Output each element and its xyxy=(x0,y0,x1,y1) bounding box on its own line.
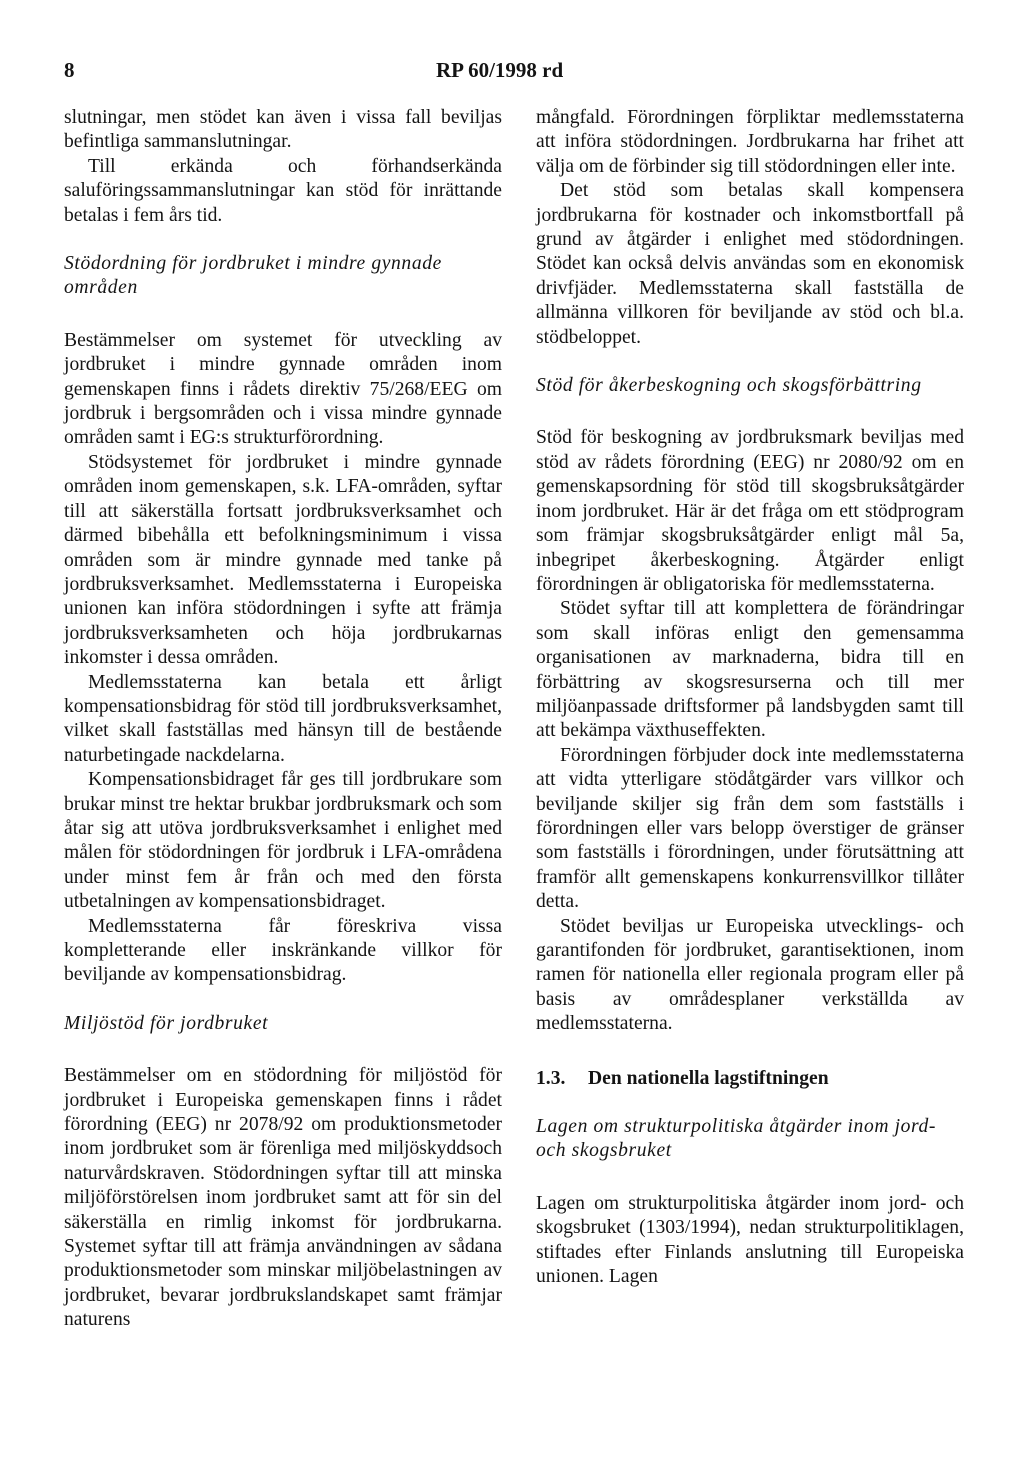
paragraph: mångfald. Förordningen förpliktar medlemsstaterna att införa stödordningen. Jordbrukarna har frihet att välja om de förbinder sig till stödordningen eller inte. xyxy=(536,107,964,177)
paragraph: Stöd för beskogning av jordbruksmark beviljas med stöd av rådets förordning (EEG) nr 2080/92 om en gemenskapsordning för stöd till skogsbruksåtgärder inom jordbruket. Här är det fråga om ett stödprogram som främjar skogsbruksåtgärder enligt mål 5a, inbegripet åkerbeskogning. Åtgärder enligt förordningen är obligatoriska för medlemsstaterna. xyxy=(536,427,964,595)
paragraph: Kompensationsbidraget får ges till jordbrukare som brukar minst tre hektar brukbar jordbruksmark och som åtar sig att utöva jordbruksverksamhet i enlighet med målen för stödordningen för jordbruk i LFA-områdena under minst fem år från och med den första utbetalningen av kompensationsbidraget. xyxy=(64,769,502,913)
paragraph: Stödet syftar till att komplettera de förändringar som skall införas enligt den gemensamma organisationen av marknaderna, bidra till en förbättring av skogsresurserna och till mer miljöanpassade driftsformer på landsbygden samt till att bekämpa växthuseffekten. xyxy=(536,598,964,742)
paragraph: Lagen om strukturpolitiska åtgärder inom jord- och skogsbruket (1303/1994), nedan strukturpolitiklagen, stiftades efter Finlands anslutning till Europeiska unionen. Lagen xyxy=(536,1192,964,1288)
left-column xyxy=(64,106,502,1333)
subheading: Miljöstöd för jordbruket xyxy=(64,1012,269,1034)
subheading: Stöd för åkerbeskogning och skogsförbättring xyxy=(536,375,922,397)
page-number: 8 xyxy=(64,58,75,82)
paragraph: Medlemsstaterna får föreskriva vissa kompletterande eller inskränkande villkor för beviljande av kompensationsbidrag. xyxy=(64,915,502,986)
section-title: Den nationella lagstiftningen xyxy=(588,1067,829,1089)
paragraph: Stödsystemet för jordbruket i mindre gynnade områden inom gemenskapen, s.k. LFA-områden, syftar till att säkerställa fortsatt jordbruksverksamhet och därmed bibehålla ett befolkningsminimum i vissa områden som är mindre gynnade med tanke på jordbruksverksamhet. Medlemsstaterna i Europeiska unionen kan införa stödordningen i syfte att främja jordbruksverksamheten och höja jordbrukarnas inkomster i dessa områden. xyxy=(64,451,502,669)
paragraph: Stödet beviljas ur Europeiska utvecklings- och garantifonden för jordbruket, garantisektionen, inom ramen för nationella eller regionala program eller på basis av områdesplaner verkställda av medlemsstaterna. xyxy=(536,915,964,1035)
paragraph: Bestämmelser om en stödordning för miljöstöd för jordbruket i Europeiska gemenskapen finns i rådet förordning (EEG) nr 2078/92 om produktionsmetoder inom jordbruket som är förenliga med miljöskyddsoch naturvårdskraven. Stödordningen syftar till att minska miljöförstörelsen inom jordbruket samt att för sin del säkerställa en rimlig inkomst för jordbrukarna. Systemet syftar till att främja användningen av sådana produktionsmetoder som minskar miljöbelastningen av jordbruket, bevarar jordbrukslandskapet samt främjar naturens xyxy=(64,1065,502,1331)
paragraph: Till erkända och förhandserkända saluföringssammanslutningar kan stöd för inrättande betalas i fem års tid. xyxy=(64,155,502,226)
subheading: Lagen om strukturpolitiska åtgärder inom jord- och skogsbruket xyxy=(536,1116,937,1162)
running-head: RP 60/1998 rd xyxy=(436,58,564,82)
section-heading xyxy=(536,1067,964,1091)
right-column xyxy=(536,106,964,1289)
paragraph: Det stöd som betalas skall kompensera jordbrukarna för kostnader och inkomstbortfall på grund av åtgärder i enlighet med stödordningen. Stödet kan också delvis användas som en ekonomisk drivfjäder. Medlemsstaterna skall fastställa de allmänna villkoren för beviljande av stöd och bl.a. stödbeloppet. xyxy=(536,180,964,348)
section-number: 1.3. xyxy=(536,1067,566,1089)
paragraph: slutningar, men stödet kan även i vissa fall beviljas befintliga sammanslutningar. xyxy=(64,107,502,153)
subheading: Stödordning för jordbruket i mindre gynnade områden xyxy=(64,253,442,299)
paragraph: Medlemsstaterna kan betala ett årligt kompensationsbidrag för stöd till jordbruksverksamhet, vilket skall fastställas med hänsyn till de bestående naturbetingade nackdelarna. xyxy=(64,671,502,766)
paragraph: Förordningen förbjuder dock inte medlemsstaterna att vidta ytterligare stödåtgärder vars villkor och beviljande skiljer sig från dem som fastställs i förordningen eller vars belopp överstiger de gränser som fastställs i förordningen, under förutsättning att framför allt gemenskapens konkurrensvillkor tillåter detta. xyxy=(536,744,964,913)
paragraph: Bestämmelser om systemet för utveckling av jordbruket i mindre gynnade områden inom gemenskapen finns i rådets direktiv 75/268/EEG om jordbruk i bergsområden och i vissa mindre gynnade områden samt i EG:s strukturförordning. xyxy=(64,329,502,449)
